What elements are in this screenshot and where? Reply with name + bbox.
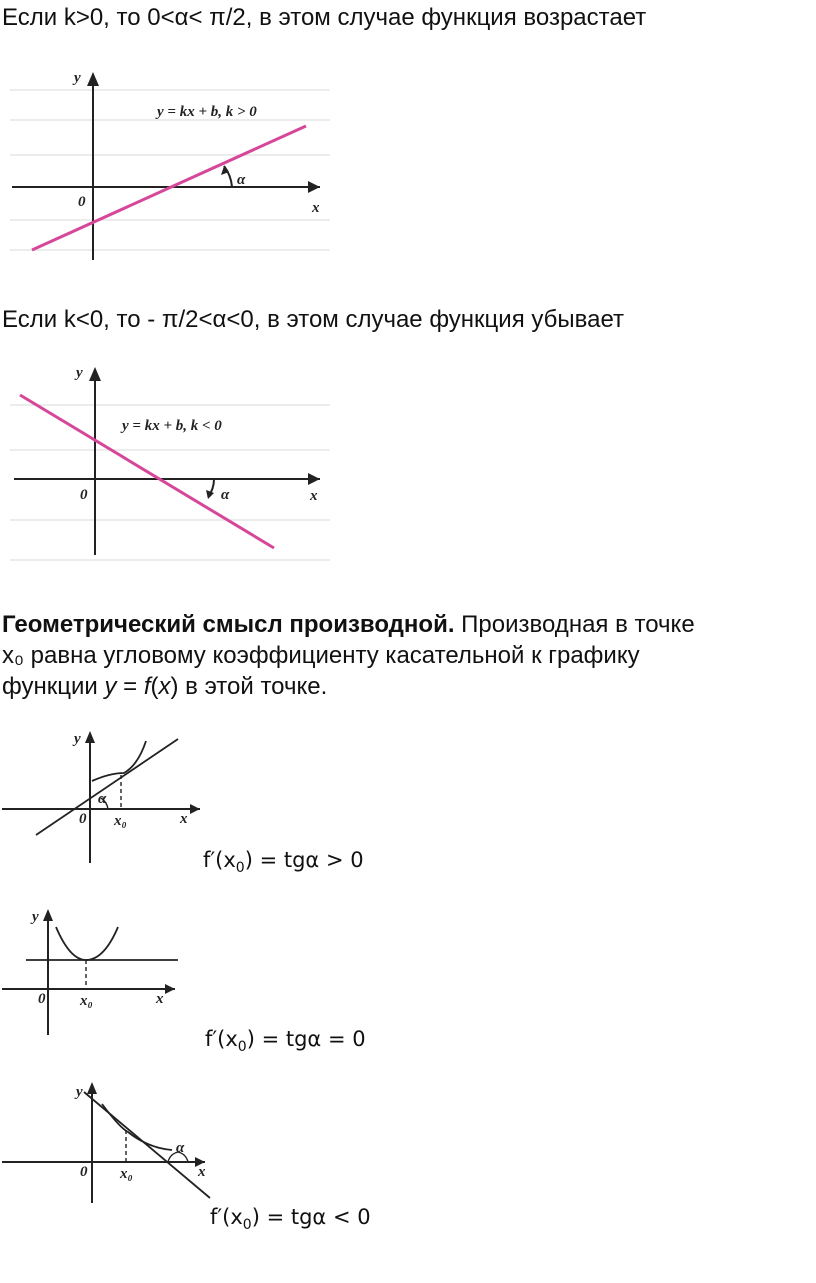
graph-tangent-positive [0, 725, 220, 875]
y-label: y [74, 70, 81, 86]
function-curve [102, 1104, 172, 1150]
paragraph-bold: Геометрический смысл производной. [2, 611, 455, 638]
alpha-label: α [98, 791, 107, 807]
x-label: x [180, 811, 188, 827]
function-curve [56, 927, 118, 960]
y-label: y [76, 365, 83, 381]
equation-label: y = kx + b, k > 0 [157, 104, 257, 120]
y-label: y [76, 1084, 83, 1100]
heading-increasing: Если k>0, то 0<α< π/2, в этом случае функция возрастает [2, 4, 647, 31]
equation-label: y = kx + b, k < 0 [122, 418, 222, 434]
y-axis-arrow [87, 72, 99, 86]
origin-label: 0 [79, 811, 87, 827]
formula-positive: $f'(x_0) = tg\alpha > 0$ [203, 848, 364, 877]
graph-tangent-negative [0, 1078, 230, 1208]
alpha-label: α [221, 487, 230, 503]
y-axis-arrow [89, 367, 101, 381]
x-axis-arrow [308, 181, 320, 193]
graph-tangent-zero [0, 905, 200, 1045]
alpha-label: α [237, 172, 246, 188]
origin-label: 0 [80, 487, 88, 503]
x-label: x [310, 488, 318, 504]
x-label: x [198, 1164, 206, 1180]
origin-label: 0 [78, 194, 86, 210]
y-label: y [74, 731, 81, 747]
tangent-line [84, 1092, 210, 1198]
graph-increasing [0, 60, 340, 280]
x-label: x [156, 991, 164, 1007]
x0-label: x₀ [114, 813, 127, 829]
x0-label: x₀ [80, 993, 93, 1009]
heading-decreasing: Если k<0, то - π/2<α<0, в этом случае функция убывает [2, 306, 625, 333]
x0-label: x₀ [120, 1166, 133, 1182]
graph-decreasing [0, 355, 340, 580]
x-label: x [312, 200, 320, 216]
function-curve [92, 741, 146, 781]
x-axis-arrow [308, 473, 320, 485]
alpha-label: α [176, 1140, 185, 1156]
formula-zero: $f'(x_0) = tg\alpha = 0$ [205, 1027, 366, 1056]
formula-negative: $f'(x_0) = tg\alpha < 0$ [210, 1205, 371, 1234]
origin-label: 0 [80, 1164, 88, 1180]
origin-label: 0 [38, 991, 46, 1007]
derivative-paragraph: Геометрический смысл производной. Производная в точке x₀ равна угловому коэффициенту касательной к графику функции y = f(x) в этой точке. [2, 611, 695, 700]
y-label: y [32, 909, 39, 925]
tangent-line [36, 739, 178, 835]
